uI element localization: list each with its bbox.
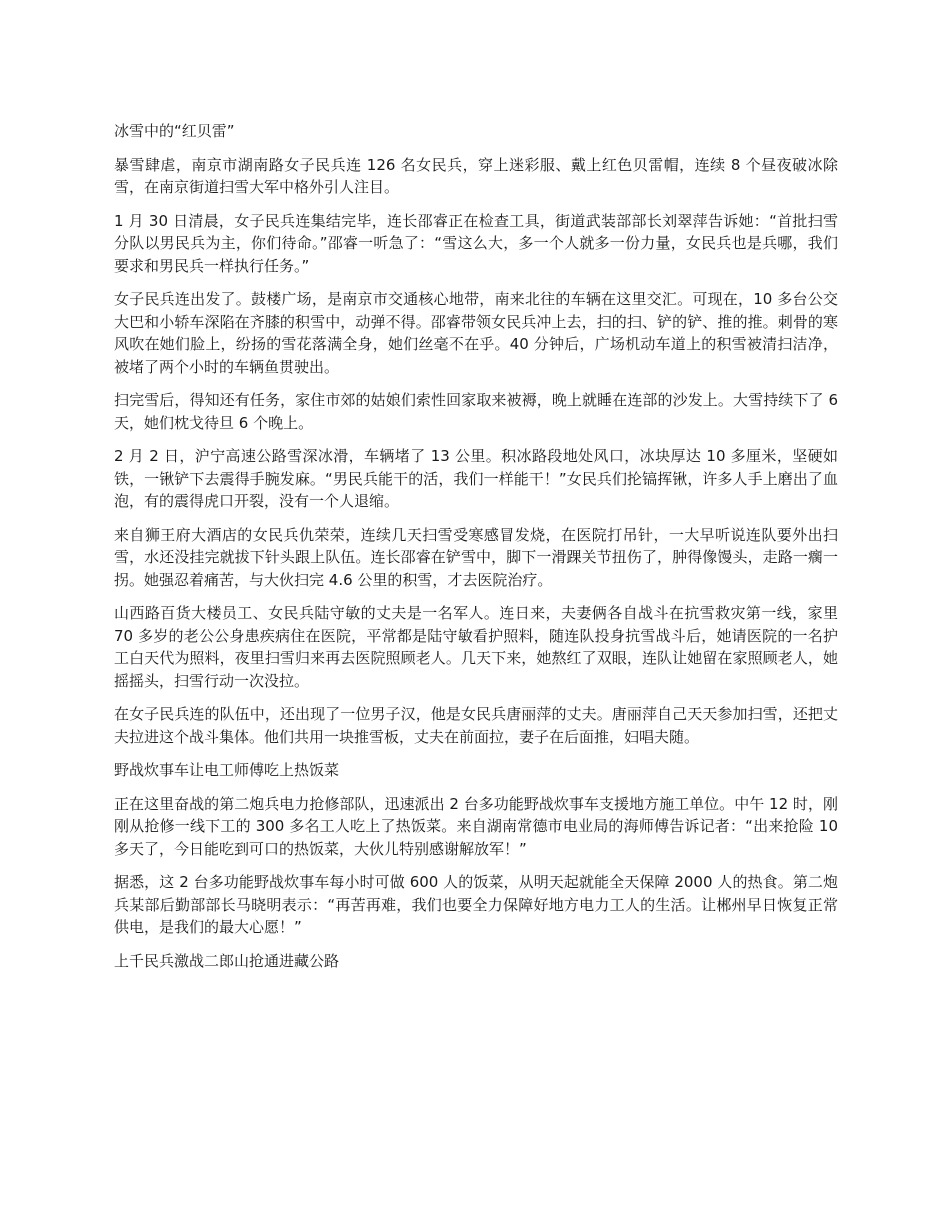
paragraph: 山西路百货大楼员工、女民兵陆守敏的丈夫是一名军人。连日来，夫妻俩各自战斗在抗雪救灾第一线，家里 70 多岁的老公公身患疾病住在医院，平常都是陆守敏看护照料，随连队投身抗雪战斗后，她请医院的一名护工白天代为照料，夜里扫雪归来再去医院照顾老人。几天下来，她熬红了双眼，连队让她留在家照顾老人，她摇摇头，扫雪行动一次没拉。 [114,604,838,690]
paragraph: 扫完雪后，得知还有任务，家住市郊的姑娘们索性回家取来被褥，晚上就睡在连部的沙发上。大雪持续下了 6 天，她们枕戈待旦 6 个晚上。 [114,391,838,432]
section-heading: 冰雪中的“红贝雷” [114,122,235,140]
section-heading: 野战炊事车让电工师傅吃上热饭菜 [114,761,340,779]
paragraph: 在女子民兵连的队伍中，还出现了一位男子汉，他是女民兵唐丽萍的丈夫。唐丽萍自己天天参加扫雪，还把丈夫拉进这个战斗集体。他们共用一块推雪板，丈夫在前面拉，妻子在后面推，妇唱夫随。 [114,705,838,746]
paragraph: 据悉，这 2 台多功能野战炊事车每小时可做 600 人的饭菜，从明天起就能全天保障 2000 人的热食。第二炮兵某部后勤部部长马晓明表示：“再苦再难，我们也要全力保障好地方电力工人的生活。让郴州早日恢复正常供电，是我们的最大心愿！” [114,873,838,936]
paragraph: 女子民兵连出发了。鼓楼广场，是南京市交通核心地带，南来北往的车辆在这里交汇。可现在，10 多台公交大巴和小轿车深陷在齐膝的积雪中，动弹不得。邵睿带领女民兵冲上去，扫的扫、铲的铲、推的推。刺骨的寒风吹在她们脸上，纷扬的雪花落满全身，她们丝毫不在乎。40 分钟后，广场机动车道上的积雪被清扫洁净，被堵了两个小时的车辆鱼贯驶出。 [114,290,838,376]
paragraph: 正在这里奋战的第二炮兵电力抢修部队，迅速派出 2 台多功能野战炊事车支援地方施工单位。中午 12 时，刚刚从抢修一线下工的 300 多名工人吃上了热饭菜。来自湖南常德市电业局的海师傅告诉记者：“出来抢险 10 多天了，今日能吃到可口的热饭菜，大伙儿特别感谢解放军！” [114,794,838,858]
paragraph: 1 月 30 日清晨，女子民兵连集结完毕，连长邵睿正在检查工具，街道武装部部长刘翠萍告诉她：“首批扫雪分队以男民兵为主，你们待命。”邵睿一听急了：“雪这么大，多一个人就多一份力量，女民兵也是兵哪，我们要求和男民兵一样执行任务。” [114,211,838,275]
paragraph: 2 月 2 日，沪宁高速公路雪深冰滑，车辆堵了 13 公里。积冰路段地处风口，冰块厚达 10 多厘米，坚硬如铁，一锹铲下去震得手腕发麻。“男民兵能干的活，我们一样能干！”女民兵们抡镐挥锹，许多人手上磨出了血泡，有的震得虎口开裂，没有一个人退缩。 [114,447,838,510]
section-heading: 上千民兵激战二郎山抢通进藏公路 [114,951,340,970]
document-body [114,120,838,983]
paragraph: 来自狮王府大酒店的女民兵仇荣荣，连续几天扫雪受寒感冒发烧，在医院打吊针，一大早听说连队要外出扫雪，水还没挂完就拔下针头跟上队伍。连长邵睿在铲雪中，脚下一滑踝关节扭伤了，肿得像馒头，走路一瘸一拐。她强忍着痛苦，与大伙扫完 4.6 公里的积雪，才去医院治疗。 [114,525,838,589]
paragraph: 暴雪肆虐，南京市湖南路女子民兵连 126 名女民兵，穿上迷彩服、戴上红色贝雷帽，连续 8 个昼夜破冰除雪，在南京街道扫雪大军中格外引人注目。 [114,155,838,196]
